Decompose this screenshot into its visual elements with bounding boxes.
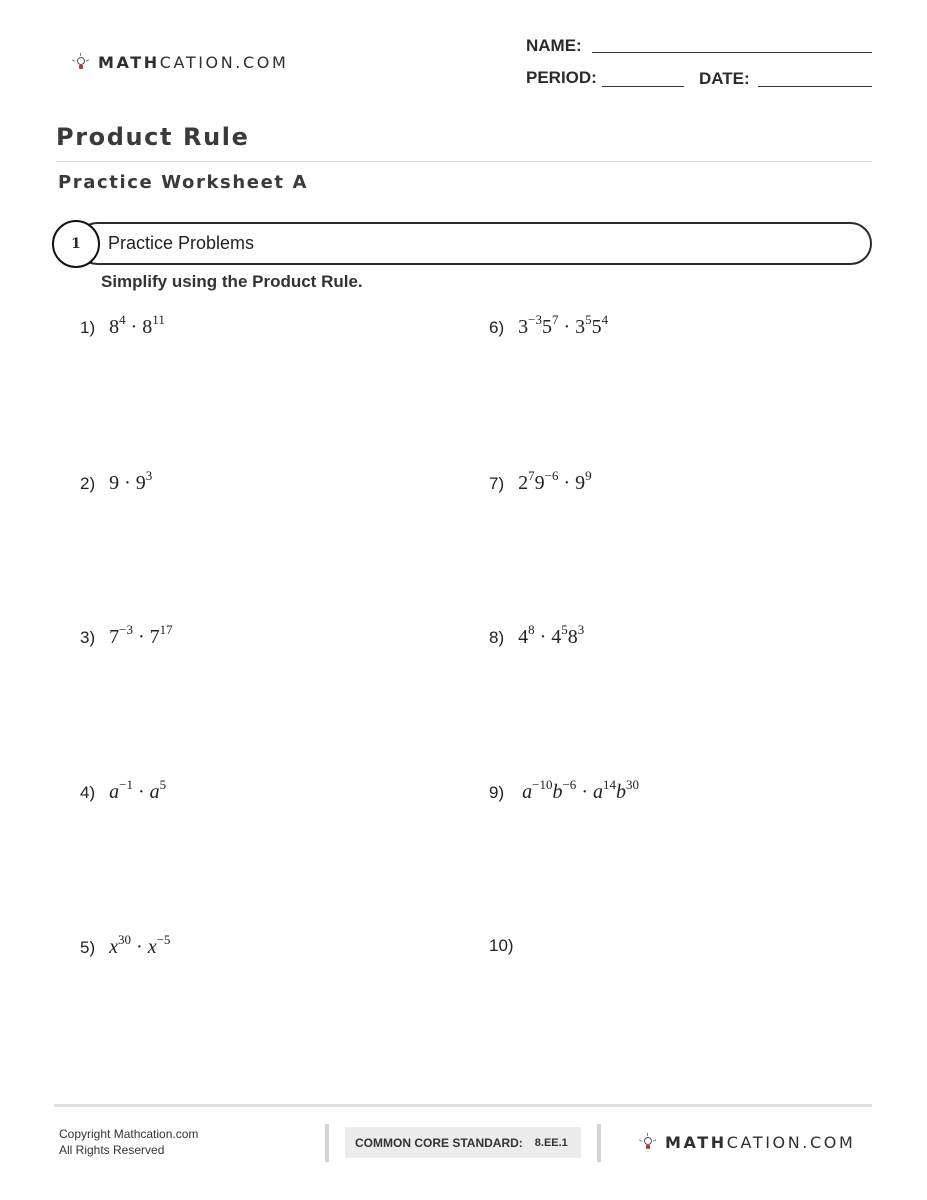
problem-number: 7) xyxy=(489,474,505,493)
footer-separator-right xyxy=(597,1124,601,1162)
section-number: 1 xyxy=(71,236,81,252)
problem-number: 9) xyxy=(489,783,505,802)
name-label: NAME: xyxy=(526,36,582,55)
copyright-line-2: All Rights Reserved xyxy=(59,1143,165,1157)
problem-3 xyxy=(80,622,173,649)
period-label: PERIOD: xyxy=(526,68,597,87)
problem-number: 10) xyxy=(489,936,514,955)
page-subtitle: Practice Worksheet A xyxy=(58,172,308,193)
problem-1 xyxy=(80,312,165,339)
problem-number: 1) xyxy=(80,318,96,337)
problem-expression: $a^{-10}b^{-6} \cdot a^{14}b^{30}$ xyxy=(522,777,639,803)
problem-8 xyxy=(489,622,585,649)
footer-separator-left xyxy=(325,1124,329,1162)
problem-10 xyxy=(489,936,514,956)
problem-4 xyxy=(80,777,167,804)
problem-expression: $2^79^{-6} \cdot 9^9$ xyxy=(518,468,592,494)
header-logo xyxy=(72,53,288,72)
copyright-line-1: Copyright Mathcation.com xyxy=(59,1127,199,1141)
standard-label: COMMON CORE STANDARD: xyxy=(355,1135,523,1150)
period-line[interactable] xyxy=(602,86,684,87)
common-core-standard xyxy=(345,1127,581,1158)
problem-expression: $a^{-1} \cdot a^5$ xyxy=(109,777,167,803)
problem-9 xyxy=(489,777,639,804)
logo-text-rest: CATION.COM xyxy=(159,53,289,72)
problem-2 xyxy=(80,468,153,495)
problem-number: 3) xyxy=(80,628,96,647)
date-label: DATE: xyxy=(699,69,750,88)
problem-expression: $3^{-3}5^7 \cdot 3^55^4$ xyxy=(518,312,609,338)
problem-expression: $x^{30} \cdot x^{-5}$ xyxy=(109,932,171,958)
footer-divider xyxy=(54,1104,872,1107)
section-title: Practice Problems xyxy=(108,233,255,253)
logo-text-bold: MATH xyxy=(665,1133,727,1152)
problem-7 xyxy=(489,468,592,495)
lightbulb-icon xyxy=(639,1134,657,1152)
problem-5 xyxy=(80,932,171,959)
section-number-badge xyxy=(52,220,100,268)
logo-text-rest: CATION.COM xyxy=(726,1133,856,1152)
title-divider xyxy=(56,161,872,162)
logo-text-bold: MATH xyxy=(98,53,160,72)
standard-value: 8.EE.1 xyxy=(534,1136,568,1149)
page-title: Product Rule xyxy=(56,123,250,151)
problem-number: 4) xyxy=(80,783,96,802)
instructions: Simplify using the Product Rule. xyxy=(101,272,363,291)
problem-number: 8) xyxy=(489,628,505,647)
problem-number: 6) xyxy=(489,318,505,337)
problem-6 xyxy=(489,312,609,339)
problem-number: 5) xyxy=(80,938,96,957)
problem-expression: $9 \cdot 9^3$ xyxy=(109,468,153,494)
lightbulb-icon xyxy=(72,54,90,72)
name-line[interactable] xyxy=(592,52,872,53)
date-line[interactable] xyxy=(758,86,872,87)
copyright xyxy=(59,1126,198,1158)
problem-expression: $4^8 \cdot 4^58^3$ xyxy=(518,622,585,648)
footer-logo xyxy=(639,1133,855,1152)
problem-expression: $7^{-3} \cdot 7^{17}$ xyxy=(109,622,173,648)
problem-expression: $8^4 \cdot 8^{11}$ xyxy=(109,312,165,338)
problem-number: 2) xyxy=(80,474,96,493)
